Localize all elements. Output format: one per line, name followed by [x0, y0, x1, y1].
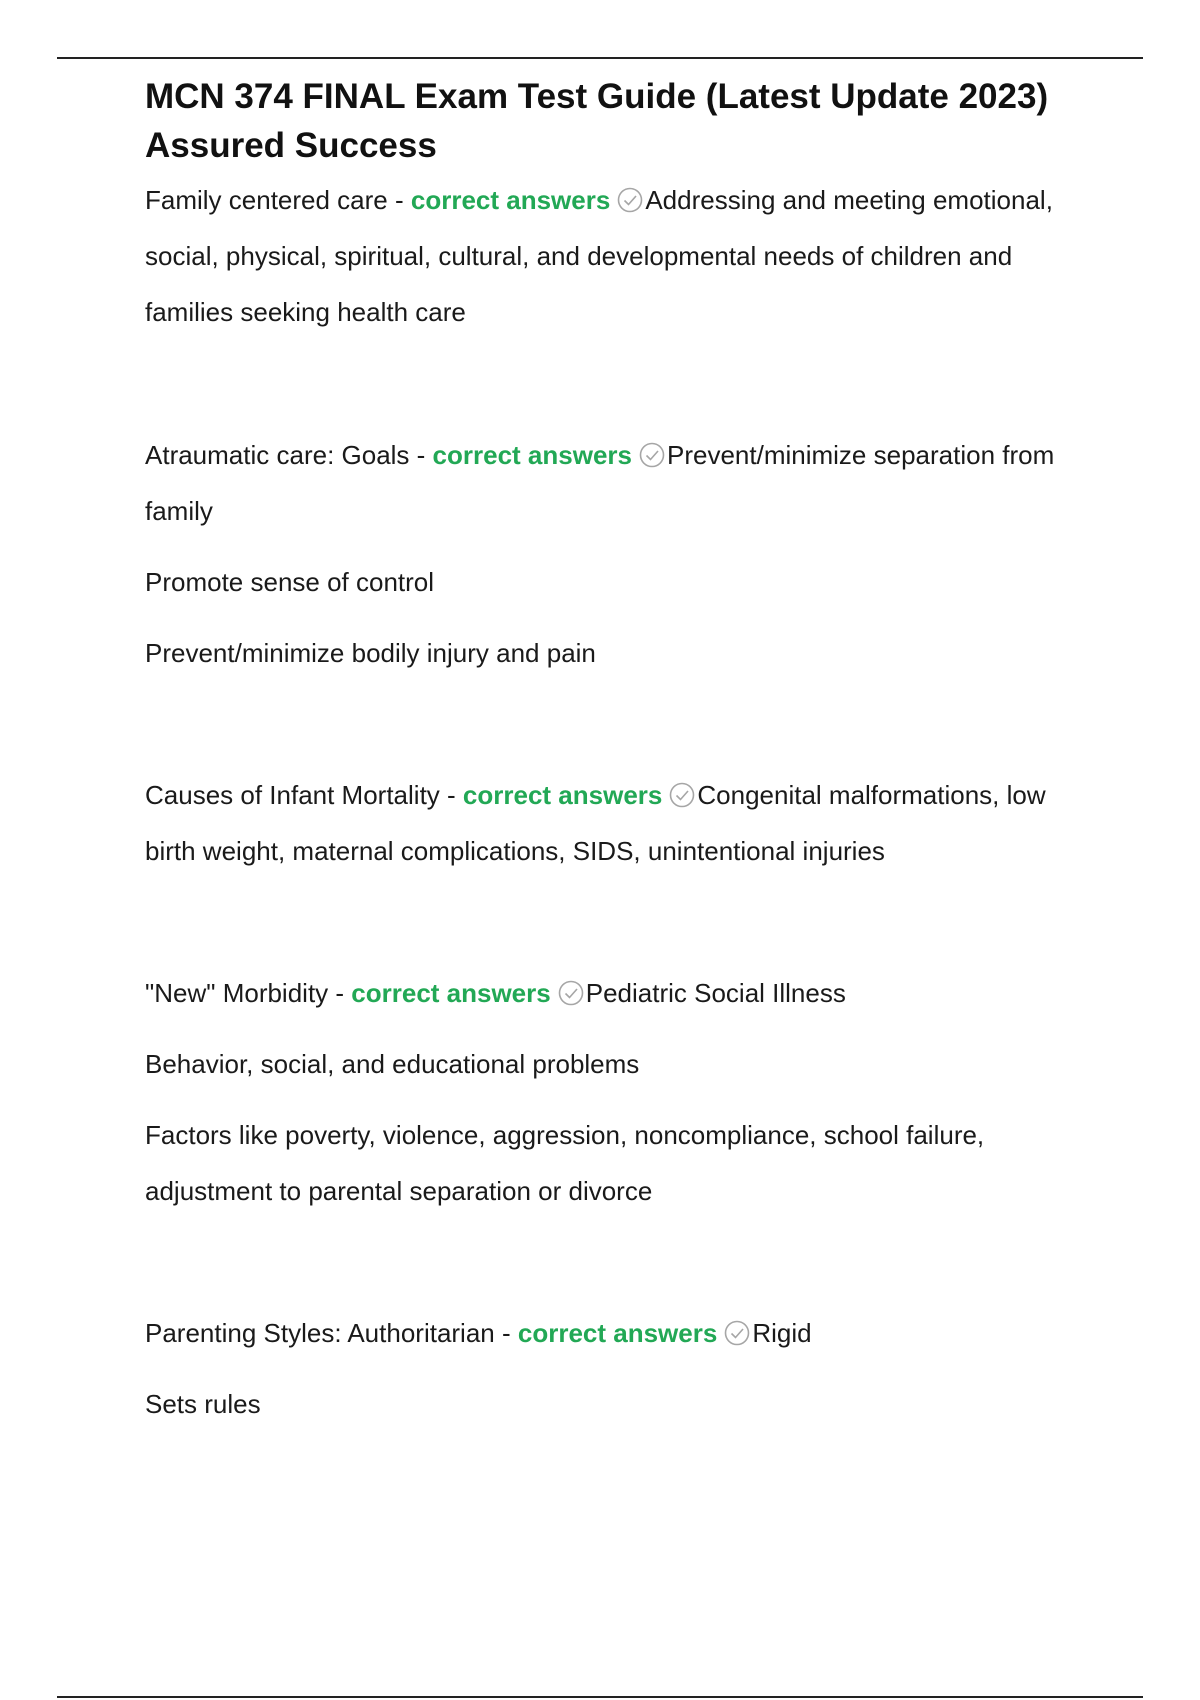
entry-paragraph: Sets rules [145, 1389, 261, 1419]
entry-first-paragraph: Causes of Infant Mortality - correct answers Congenital malformations, low birth weight, maternal complications, SIDS, unintentional injuries [145, 780, 1046, 866]
check-circle-icon [557, 979, 585, 1007]
entry-family-centered-care [145, 172, 1075, 340]
entry-paragraph: Prevent/minimize bodily injury and pain [145, 638, 596, 668]
correct-answers-label: correct answers [462, 780, 663, 810]
entry-atraumatic-care-goals [145, 427, 1075, 681]
entry-new-morbidity [145, 965, 1075, 1219]
entry-term: Atraumatic care: Goals [145, 440, 410, 470]
check-circle-icon [668, 781, 696, 809]
correct-answers-label: correct answers [410, 185, 611, 215]
entry-term: "New" Morbidity [145, 978, 329, 1008]
entry-parenting-styles-authoritarian [145, 1305, 1075, 1432]
entry-term: Family centered care [145, 185, 388, 215]
entry-answer: Congenital malformations, low birth weight, maternal complications, SIDS, unintentional injuries [145, 780, 1046, 866]
entry-first-paragraph: Parenting Styles: Authoritarian - correct answers Rigid [145, 1318, 812, 1348]
document-title: MCN 374 FINAL Exam Test Guide (Latest Update 2023) Assured Success [145, 77, 1049, 165]
entry-paragraph: Factors like poverty, violence, aggression, noncompliance, school failure, adjustment to parental separation or divorce [145, 1120, 985, 1206]
entry-first-paragraph: "New" Morbidity - correct answers Pediatric Social Illness [145, 978, 846, 1008]
entry-first-paragraph: Atraumatic care: Goals - correct answers Prevent/minimize separation from family [145, 440, 1055, 526]
entry-answer: Addressing and meeting emotional, social, physical, spiritual, cultural, and developmental needs of children and families seeking health care [145, 185, 1053, 327]
check-circle-icon [616, 186, 644, 214]
check-circle-icon [638, 441, 666, 469]
entry-term: Causes of Infant Mortality [145, 780, 440, 810]
top-rule [57, 57, 1143, 59]
entry-term: Parenting Styles: Authoritarian [145, 1318, 495, 1348]
entry-answer: Prevent/minimize separation from family [145, 440, 1055, 526]
correct-answers-label: correct answers [432, 440, 632, 470]
entry-answer: Rigid [752, 1318, 812, 1348]
correct-answers-label: correct answers [351, 978, 551, 1008]
correct-answers-label: correct answers [517, 1318, 718, 1348]
entry-causes-of-infant-mortality [145, 767, 1075, 879]
entry-paragraph: Promote sense of control [145, 567, 435, 597]
entry-answer: Pediatric Social Illness [585, 978, 846, 1008]
document-body [145, 72, 1075, 1432]
check-circle-icon [723, 1319, 751, 1347]
bottom-rule [57, 1696, 1143, 1698]
entry-first-paragraph: Family centered care - correct answers Addressing and meeting emotional, social, physical, spiritual, cultural, and developmental needs of children and families seeking health care [145, 185, 1053, 327]
entry-paragraph: Behavior, social, and educational problems [145, 1049, 640, 1079]
